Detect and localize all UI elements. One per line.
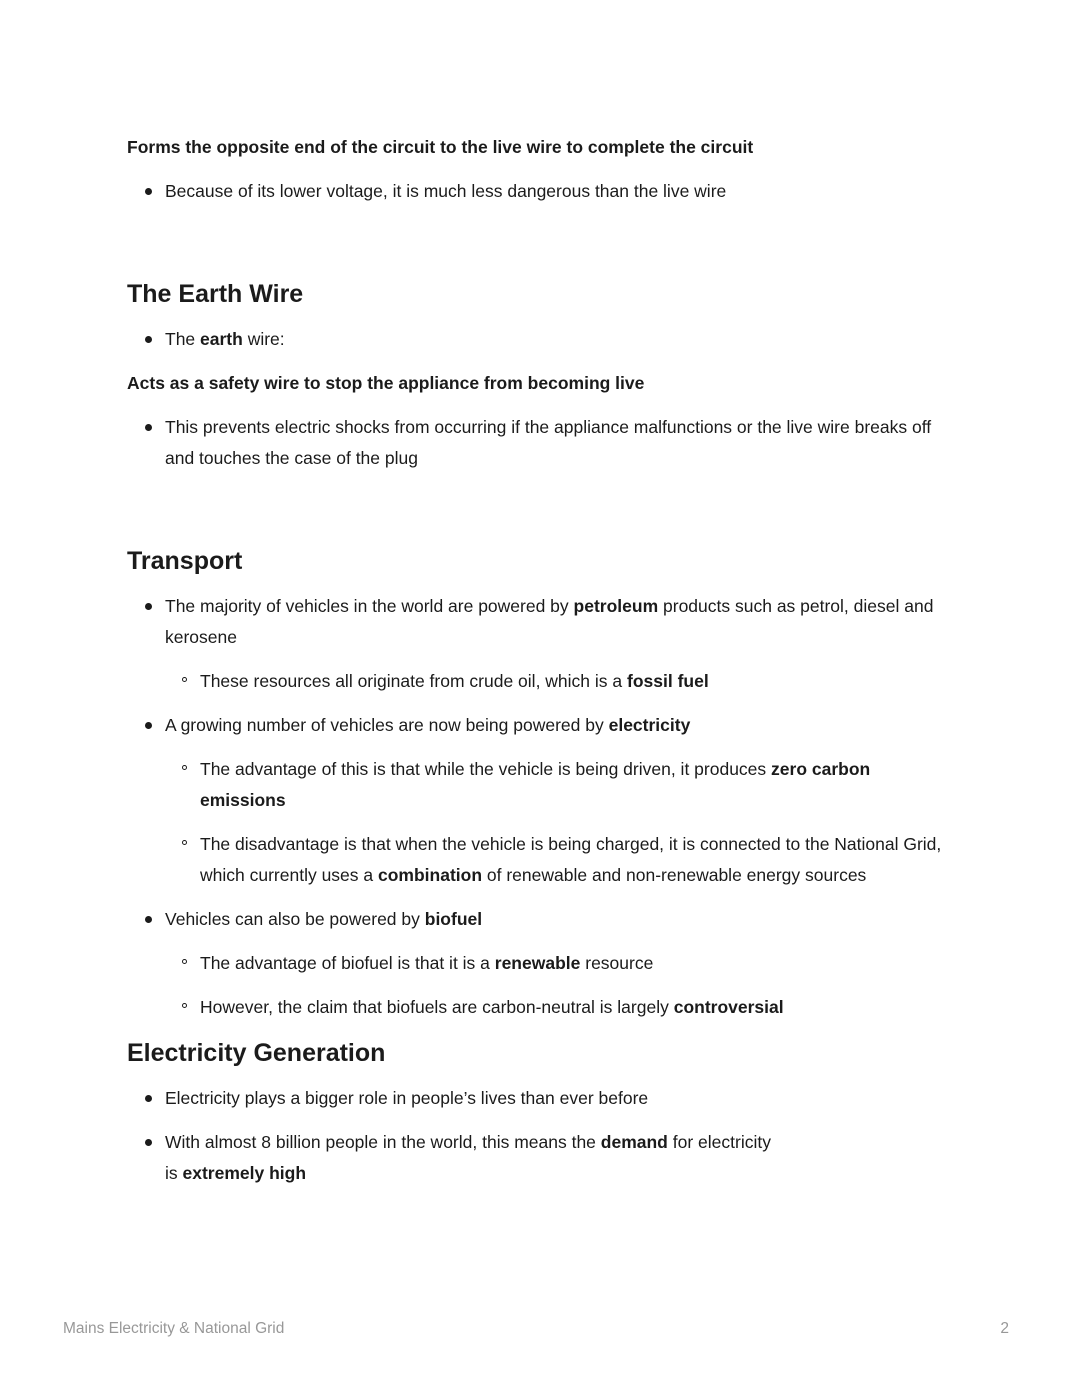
sub-bullet: [127, 666, 954, 697]
text-segment: However, the claim that biofuels are carbon-neutral is largely: [200, 997, 674, 1017]
sub-bullet: [127, 992, 954, 1023]
text-segment: controversial: [673, 997, 784, 1017]
section-transport: [127, 545, 954, 578]
section-the-earth-wire: [127, 278, 954, 311]
text-segment: This prevents electric shocks from occurring if the appliance malfunctions or the live wire breaks off and touches the case of the plug: [165, 417, 932, 468]
sub-bullet-marker: [182, 677, 187, 682]
text-segment: petroleum: [573, 596, 659, 616]
text-segment: electricity: [608, 715, 691, 735]
bullet: [127, 176, 954, 207]
list-item-text: [200, 948, 954, 979]
bullet: [127, 412, 954, 474]
list-item-text: [200, 666, 954, 697]
text-segment: extremely high: [182, 1163, 307, 1183]
sub-bullet-marker: [182, 840, 187, 845]
sub-bullet: [127, 829, 954, 891]
text-segment: These resources all originate from crude oil, which is a: [200, 671, 627, 691]
bullet-marker: [145, 916, 152, 923]
neutral-wire-function-statement: [127, 132, 954, 163]
footer-page-number: 2: [1000, 1320, 1009, 1337]
list-item-text: [200, 829, 954, 891]
text-segment: The advantage of this is that while the vehicle is being driven, it produces: [200, 759, 772, 779]
bullet: [127, 710, 954, 741]
text-segment: for electricity: [667, 1132, 771, 1152]
text-segment: The Earth Wire: [127, 280, 304, 308]
bullet-marker: [145, 1139, 152, 1146]
text-segment: fossil fuel: [627, 671, 709, 691]
list-item-text: [200, 992, 954, 1023]
bullet-marker: [145, 1095, 152, 1102]
text-segment: renewable: [494, 953, 581, 973]
text-segment: biofuel: [424, 909, 483, 929]
text-segment: Transport: [127, 547, 243, 575]
footer-document-title: Mains Electricity & National Grid: [63, 1320, 285, 1337]
text-segment: Forms the opposite end of the circuit to the live wire to complete the circuit: [127, 137, 754, 157]
bullet: [127, 1127, 954, 1189]
list-item-text: [165, 1083, 954, 1114]
sub-bullet: [127, 754, 954, 816]
text-segment: zero carbon emissions: [200, 759, 871, 810]
section-electricity-generation: [127, 1037, 954, 1070]
text-segment: Electricity plays a bigger role in people’s lives than ever before: [165, 1088, 649, 1108]
list-item-text: [165, 324, 954, 355]
list-item-text: [165, 412, 954, 474]
text-segment: A growing number of vehicles are now being powered by: [165, 715, 609, 735]
text-segment: With almost 8 billion people in the world, this means the: [165, 1132, 601, 1152]
bullet-marker: [145, 424, 152, 431]
earth-wire-function-statement: [127, 368, 954, 399]
list-item-text: [165, 591, 954, 653]
paragraph-spacer: [127, 220, 954, 264]
text-segment: The advantage of biofuel is that it is a: [200, 953, 495, 973]
text-segment: The: [165, 329, 201, 349]
list-item-text: [165, 176, 954, 207]
bullet-marker: [145, 722, 152, 729]
text-segment: Electricity Generation: [127, 1039, 386, 1067]
text-segment: The majority of vehicles in the world are powered by: [165, 596, 574, 616]
bullet-marker: [145, 336, 152, 343]
document-body: [127, 132, 954, 1202]
text-segment: Vehicles can also be powered by: [165, 909, 425, 929]
text-segment: combination: [378, 865, 483, 885]
text-segment: wire:: [242, 329, 285, 349]
text-segment: is: [165, 1163, 183, 1183]
paragraph-spacer: [127, 487, 954, 531]
bullet: [127, 1083, 954, 1114]
text-segment: The disadvantage is that when the vehicle is being charged, it is connected to the National Grid, which currently uses a: [200, 834, 942, 885]
text-segment: Because of its lower voltage, it is much less dangerous than the live wire: [165, 181, 727, 201]
sub-bullet: [127, 948, 954, 979]
text-segment: earth: [200, 329, 243, 349]
page-footer: [63, 1318, 1009, 1340]
text-segment: Acts as a safety wire to stop the appliance from becoming live: [127, 373, 645, 393]
text-segment: products such as petrol, diesel and kerosene: [165, 596, 934, 647]
list-item-text: [200, 754, 954, 816]
text-segment: of renewable and non-renewable energy sources: [482, 865, 867, 885]
sub-bullet-marker: [182, 1003, 187, 1008]
bullet: [127, 591, 954, 653]
bullet: [127, 324, 954, 355]
list-item-text: [165, 1127, 954, 1189]
sub-bullet-marker: [182, 959, 187, 964]
bullet-marker: [145, 188, 152, 195]
sub-bullet-marker: [182, 765, 187, 770]
list-item-text: [165, 710, 954, 741]
bullet-marker: [145, 603, 152, 610]
list-item-text: [165, 904, 954, 935]
text-segment: demand: [600, 1132, 668, 1152]
bullet: [127, 904, 954, 935]
text-segment: resource: [580, 953, 654, 973]
